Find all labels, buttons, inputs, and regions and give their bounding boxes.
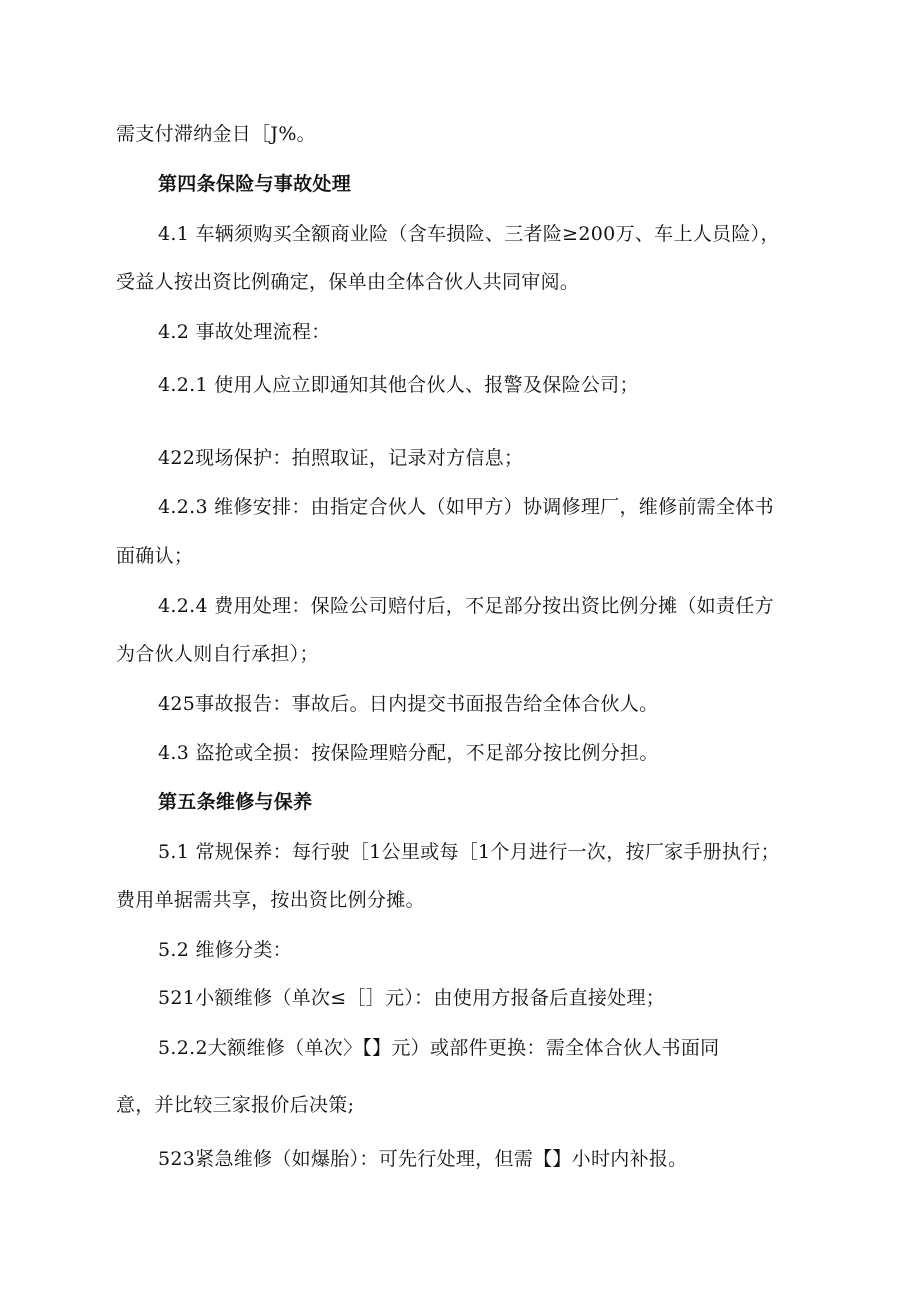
section-heading-5: 第五条维修与保养	[158, 791, 313, 813]
clause-4-2-2: 422现场保护：拍照取证，记录对方信息；	[158, 447, 524, 469]
clause-4-2-3-continued: 面确认；	[116, 545, 194, 567]
clause-5-2-2-continued: 意，并比较三家报价后决策;	[116, 1094, 355, 1116]
text-line-penalty: 需支付滞纳金日［J%。	[116, 123, 316, 145]
clause-4-2-5: 425事故报告：事故后。日内提交书面报告给全体合伙人。	[158, 693, 659, 715]
clause-4-1: 4.1 车辆须购买全额商业险（含车损险、三者险≥200万、车上人员险），	[158, 223, 780, 245]
clause-5-1: 5.1 常规保养：每行驶［1公里或每［1个月进行一次，按厂家手册执行；	[158, 841, 780, 863]
clause-4-3: 4.3 盗抢或全损：按保险理赔分配，不足部分按比例分担。	[158, 742, 659, 764]
clause-5-2-3: 523紧急维修（如爆胎）：可先行处理，但需【】小时内补报。	[158, 1148, 688, 1170]
clause-5-2-2: 5.2.2大额维修（单次〉【】元）或部件更换：需全体合伙人书面同	[158, 1037, 720, 1059]
clause-4-2-3: 4.2.3 维修安排：由指定合伙人（如甲方）协调修理厂，维修前需全体书	[158, 496, 774, 518]
clause-4-2: 4.2 事故处理流程：	[158, 321, 331, 343]
clause-5-2: 5.2 维修分类：	[158, 939, 292, 961]
clause-4-2-1: 4.2.1 使用人应立即通知其他合伙人、报警及保险公司；	[158, 374, 639, 396]
clause-4-1-continued: 受益人按出资比例确定，保单由全体合伙人共同审阅。	[116, 271, 580, 293]
clause-5-2-1: 521小额维修（单次≤［］元）：由使用方报备后直接处理；	[158, 987, 666, 1009]
clause-4-2-4-continued: 为合伙人则自行承担）；	[116, 643, 319, 665]
section-heading-4: 第四条保险与事故处理	[158, 173, 352, 195]
clause-4-2-4: 4.2.4 费用处理：保险公司赔付后，不足部分按出资比例分摊（如责任方	[158, 595, 774, 617]
clause-5-1-continued: 费用单据需共享，按出资比例分摊。	[116, 889, 425, 911]
